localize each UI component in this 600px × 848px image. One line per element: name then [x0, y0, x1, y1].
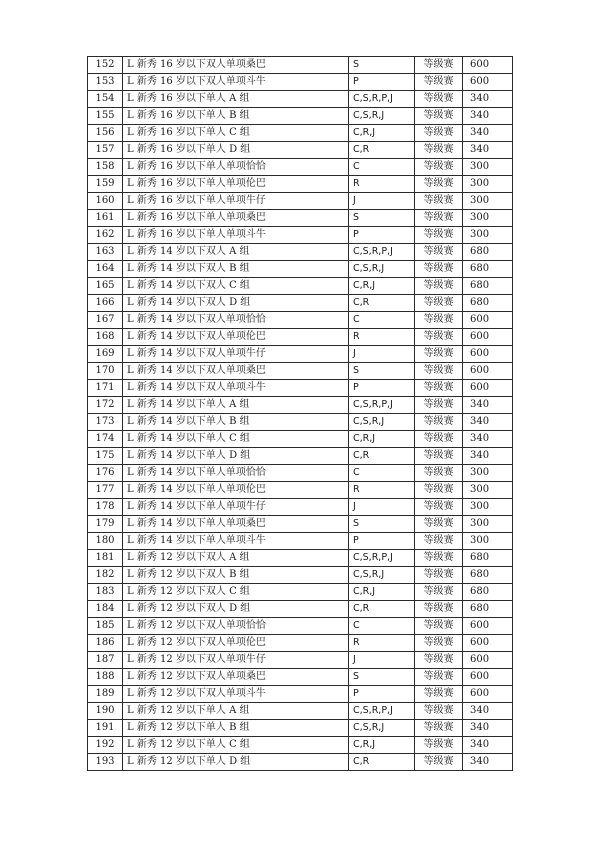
table-row: [88, 584, 513, 601]
table-row: [88, 193, 513, 210]
event-number-cell: 181: [88, 550, 123, 567]
event-name-cell: L 新秀 14 岁以下单人单项斗牛: [123, 533, 349, 550]
event-number-cell: 173: [88, 414, 123, 431]
event-number-cell: 177: [88, 482, 123, 499]
table-row: [88, 142, 513, 159]
dance-codes-cell: C,S,R,P,J: [349, 703, 415, 720]
dance-codes-cell: C,S,R,P,J: [349, 244, 415, 261]
dance-codes-cell: P: [349, 227, 415, 244]
entry-fee-cell: 340: [463, 754, 513, 771]
event-name-cell: L 新秀 14 岁以下单人单项伦巴: [123, 482, 349, 499]
entry-fee-cell: 340: [463, 125, 513, 142]
entry-fee-cell: 340: [463, 397, 513, 414]
event-number-cell: 164: [88, 261, 123, 278]
event-number-cell: 160: [88, 193, 123, 210]
table-row: [88, 686, 513, 703]
table-row: [88, 227, 513, 244]
dance-codes-cell: C: [349, 312, 415, 329]
entry-fee-cell: 300: [463, 516, 513, 533]
event-level-cell: 等级赛: [415, 618, 463, 635]
event-number-cell: 193: [88, 754, 123, 771]
dance-codes-cell: S: [349, 57, 415, 74]
event-number-cell: 166: [88, 295, 123, 312]
event-level-cell: 等级赛: [415, 652, 463, 669]
event-name-cell: L 新秀 14 岁以下双人单项牛仔: [123, 346, 349, 363]
event-level-cell: 等级赛: [415, 142, 463, 159]
event-level-cell: 等级赛: [415, 91, 463, 108]
entry-fee-cell: 600: [463, 74, 513, 91]
event-number-cell: 156: [88, 125, 123, 142]
dance-codes-cell: C,R,J: [349, 737, 415, 754]
event-number-cell: 161: [88, 210, 123, 227]
event-level-cell: 等级赛: [415, 210, 463, 227]
entry-fee-cell: 600: [463, 686, 513, 703]
event-level-cell: 等级赛: [415, 431, 463, 448]
event-level-cell: 等级赛: [415, 363, 463, 380]
event-name-cell: L 新秀 14 岁以下单人单项桑巴: [123, 516, 349, 533]
event-name-cell: L 新秀 14 岁以下单人 C 组: [123, 431, 349, 448]
event-level-cell: 等级赛: [415, 397, 463, 414]
table-row: [88, 601, 513, 618]
dance-codes-cell: C,S,R,J: [349, 567, 415, 584]
event-number-cell: 163: [88, 244, 123, 261]
entry-fee-cell: 300: [463, 210, 513, 227]
table-row: [88, 499, 513, 516]
table-row: [88, 91, 513, 108]
table-row: [88, 57, 513, 74]
dance-codes-cell: C,S,R,J: [349, 414, 415, 431]
dance-codes-cell: C,R: [349, 754, 415, 771]
entry-fee-cell: 300: [463, 499, 513, 516]
event-level-cell: 等级赛: [415, 669, 463, 686]
event-name-cell: L 新秀 12 岁以下双人单项桑巴: [123, 669, 349, 686]
event-table-body: [88, 57, 513, 771]
dance-codes-cell: C,S,R,J: [349, 261, 415, 278]
event-name-cell: L 新秀 14 岁以下双人单项斗牛: [123, 380, 349, 397]
event-level-cell: 等级赛: [415, 329, 463, 346]
entry-fee-cell: 300: [463, 465, 513, 482]
entry-fee-cell: 680: [463, 584, 513, 601]
dance-codes-cell: J: [349, 193, 415, 210]
event-level-cell: 等级赛: [415, 550, 463, 567]
event-level-cell: 等级赛: [415, 567, 463, 584]
dance-codes-cell: S: [349, 363, 415, 380]
event-number-cell: 174: [88, 431, 123, 448]
entry-fee-cell: 340: [463, 414, 513, 431]
entry-fee-cell: 340: [463, 431, 513, 448]
event-name-cell: L 新秀 16 岁以下单人单项斗牛: [123, 227, 349, 244]
entry-fee-cell: 600: [463, 652, 513, 669]
table-row: [88, 533, 513, 550]
dance-codes-cell: C,R: [349, 601, 415, 618]
entry-fee-cell: 600: [463, 346, 513, 363]
event-number-cell: 188: [88, 669, 123, 686]
dance-codes-cell: P: [349, 380, 415, 397]
event-number-cell: 170: [88, 363, 123, 380]
event-name-cell: L 新秀 16 岁以下单人 C 组: [123, 125, 349, 142]
table-row: [88, 618, 513, 635]
event-number-cell: 184: [88, 601, 123, 618]
entry-fee-cell: 300: [463, 159, 513, 176]
dance-codes-cell: S: [349, 210, 415, 227]
event-level-cell: 等级赛: [415, 346, 463, 363]
event-number-cell: 183: [88, 584, 123, 601]
event-level-cell: 等级赛: [415, 380, 463, 397]
event-level-cell: 等级赛: [415, 159, 463, 176]
event-name-cell: L 新秀 14 岁以下双人单项恰恰: [123, 312, 349, 329]
entry-fee-cell: 680: [463, 278, 513, 295]
event-name-cell: L 新秀 16 岁以下单人单项伦巴: [123, 176, 349, 193]
event-name-cell: L 新秀 14 岁以下双人 B 组: [123, 261, 349, 278]
entry-fee-cell: 340: [463, 91, 513, 108]
event-number-cell: 186: [88, 635, 123, 652]
dance-codes-cell: R: [349, 176, 415, 193]
table-row: [88, 312, 513, 329]
table-row: [88, 414, 513, 431]
event-level-cell: 等级赛: [415, 448, 463, 465]
event-level-cell: 等级赛: [415, 499, 463, 516]
event-number-cell: 154: [88, 91, 123, 108]
event-level-cell: 等级赛: [415, 754, 463, 771]
event-name-cell: L 新秀 16 岁以下单人单项牛仔: [123, 193, 349, 210]
entry-fee-cell: 300: [463, 176, 513, 193]
event-level-cell: 等级赛: [415, 465, 463, 482]
table-row: [88, 635, 513, 652]
dance-codes-cell: R: [349, 329, 415, 346]
event-name-cell: L 新秀 14 岁以下单人单项恰恰: [123, 465, 349, 482]
event-name-cell: L 新秀 16 岁以下单人 B 组: [123, 108, 349, 125]
entry-fee-cell: 600: [463, 329, 513, 346]
event-name-cell: L 新秀 14 岁以下双人 D 组: [123, 295, 349, 312]
table-row: [88, 703, 513, 720]
dance-codes-cell: P: [349, 686, 415, 703]
event-name-cell: L 新秀 12 岁以下双人单项斗牛: [123, 686, 349, 703]
event-name-cell: L 新秀 16 岁以下单人单项恰恰: [123, 159, 349, 176]
event-number-cell: 175: [88, 448, 123, 465]
table-row: [88, 108, 513, 125]
entry-fee-cell: 340: [463, 703, 513, 720]
table-row: [88, 244, 513, 261]
dance-codes-cell: P: [349, 533, 415, 550]
table-row: [88, 278, 513, 295]
dance-codes-cell: C,R: [349, 448, 415, 465]
table-row: [88, 74, 513, 91]
entry-fee-cell: 340: [463, 737, 513, 754]
entry-fee-cell: 680: [463, 244, 513, 261]
table-row: [88, 465, 513, 482]
event-level-cell: 等级赛: [415, 482, 463, 499]
event-level-cell: 等级赛: [415, 193, 463, 210]
event-number-cell: 189: [88, 686, 123, 703]
event-number-cell: 172: [88, 397, 123, 414]
event-name-cell: L 新秀 12 岁以下双人 A 组: [123, 550, 349, 567]
event-level-cell: 等级赛: [415, 244, 463, 261]
event-level-cell: 等级赛: [415, 295, 463, 312]
entry-fee-cell: 680: [463, 601, 513, 618]
event-number-cell: 157: [88, 142, 123, 159]
event-number-cell: 152: [88, 57, 123, 74]
event-name-cell: L 新秀 14 岁以下双人单项桑巴: [123, 363, 349, 380]
event-level-cell: 等级赛: [415, 227, 463, 244]
table-row: [88, 363, 513, 380]
event-name-cell: L 新秀 14 岁以下单人单项牛仔: [123, 499, 349, 516]
event-level-cell: 等级赛: [415, 686, 463, 703]
table-row: [88, 754, 513, 771]
event-number-cell: 165: [88, 278, 123, 295]
table-row: [88, 380, 513, 397]
event-number-cell: 185: [88, 618, 123, 635]
event-level-cell: 等级赛: [415, 176, 463, 193]
event-level-cell: 等级赛: [415, 261, 463, 278]
dance-codes-cell: J: [349, 652, 415, 669]
dance-codes-cell: C,R,J: [349, 278, 415, 295]
table-row: [88, 125, 513, 142]
event-name-cell: L 新秀 12 岁以下单人 D 组: [123, 754, 349, 771]
table-row: [88, 737, 513, 754]
event-name-cell: L 新秀 14 岁以下双人单项伦巴: [123, 329, 349, 346]
event-level-cell: 等级赛: [415, 703, 463, 720]
event-number-cell: 168: [88, 329, 123, 346]
entry-fee-cell: 600: [463, 57, 513, 74]
event-level-cell: 等级赛: [415, 108, 463, 125]
event-level-cell: 等级赛: [415, 516, 463, 533]
event-number-cell: 190: [88, 703, 123, 720]
entry-fee-cell: 340: [463, 142, 513, 159]
event-number-cell: 192: [88, 737, 123, 754]
entry-fee-cell: 340: [463, 108, 513, 125]
dance-codes-cell: C,S,R,P,J: [349, 550, 415, 567]
entry-fee-cell: 300: [463, 227, 513, 244]
event-name-cell: L 新秀 16 岁以下双人单项斗牛: [123, 74, 349, 91]
dance-codes-cell: R: [349, 482, 415, 499]
event-number-cell: 159: [88, 176, 123, 193]
dance-codes-cell: C: [349, 465, 415, 482]
event-number-cell: 153: [88, 74, 123, 91]
event-name-cell: L 新秀 12 岁以下单人 B 组: [123, 720, 349, 737]
event-number-cell: 180: [88, 533, 123, 550]
dance-codes-cell: S: [349, 669, 415, 686]
dance-codes-cell: C,R,J: [349, 584, 415, 601]
dance-codes-cell: J: [349, 499, 415, 516]
table-row: [88, 329, 513, 346]
event-level-cell: 等级赛: [415, 720, 463, 737]
event-name-cell: L 新秀 16 岁以下单人单项桑巴: [123, 210, 349, 227]
event-name-cell: L 新秀 12 岁以下单人 A 组: [123, 703, 349, 720]
event-name-cell: L 新秀 12 岁以下双人 D 组: [123, 601, 349, 618]
table-row: [88, 448, 513, 465]
event-level-cell: 等级赛: [415, 125, 463, 142]
entry-fee-cell: 340: [463, 448, 513, 465]
table-row: [88, 346, 513, 363]
table-row: [88, 261, 513, 278]
table-row: [88, 567, 513, 584]
event-name-cell: L 新秀 12 岁以下单人 C 组: [123, 737, 349, 754]
dance-codes-cell: C,R: [349, 142, 415, 159]
table-row: [88, 550, 513, 567]
event-number-cell: 158: [88, 159, 123, 176]
table-row: [88, 397, 513, 414]
entry-fee-cell: 300: [463, 533, 513, 550]
event-name-cell: L 新秀 14 岁以下单人 B 组: [123, 414, 349, 431]
entry-fee-cell: 300: [463, 193, 513, 210]
entry-fee-cell: 340: [463, 720, 513, 737]
event-number-cell: 169: [88, 346, 123, 363]
event-level-cell: 等级赛: [415, 737, 463, 754]
event-number-cell: 179: [88, 516, 123, 533]
dance-codes-cell: S: [349, 516, 415, 533]
event-level-cell: 等级赛: [415, 312, 463, 329]
table-row: [88, 669, 513, 686]
event-number-cell: 171: [88, 380, 123, 397]
event-number-cell: 187: [88, 652, 123, 669]
dance-codes-cell: C,S,R,J: [349, 108, 415, 125]
entry-fee-cell: 600: [463, 312, 513, 329]
dance-codes-cell: C,R: [349, 295, 415, 312]
table-row: [88, 176, 513, 193]
event-name-cell: L 新秀 12 岁以下双人单项恰恰: [123, 618, 349, 635]
table-row: [88, 482, 513, 499]
event-number-cell: 162: [88, 227, 123, 244]
dance-codes-cell: R: [349, 635, 415, 652]
entry-fee-cell: 680: [463, 567, 513, 584]
event-number-cell: 155: [88, 108, 123, 125]
entry-fee-cell: 600: [463, 363, 513, 380]
event-table: [87, 56, 513, 771]
entry-fee-cell: 600: [463, 669, 513, 686]
event-name-cell: L 新秀 14 岁以下双人 C 组: [123, 278, 349, 295]
dance-codes-cell: C,R,J: [349, 431, 415, 448]
event-level-cell: 等级赛: [415, 414, 463, 431]
table-row: [88, 431, 513, 448]
event-level-cell: 等级赛: [415, 57, 463, 74]
event-level-cell: 等级赛: [415, 584, 463, 601]
table-row: [88, 516, 513, 533]
dance-codes-cell: C,S,R,P,J: [349, 397, 415, 414]
event-number-cell: 182: [88, 567, 123, 584]
event-name-cell: L 新秀 12 岁以下双人 B 组: [123, 567, 349, 584]
table-row: [88, 652, 513, 669]
entry-fee-cell: 600: [463, 618, 513, 635]
event-name-cell: L 新秀 14 岁以下双人 A 组: [123, 244, 349, 261]
event-name-cell: L 新秀 16 岁以下单人 D 组: [123, 142, 349, 159]
entry-fee-cell: 680: [463, 295, 513, 312]
event-level-cell: 等级赛: [415, 74, 463, 91]
event-level-cell: 等级赛: [415, 533, 463, 550]
entry-fee-cell: 680: [463, 550, 513, 567]
dance-codes-cell: J: [349, 346, 415, 363]
dance-codes-cell: C: [349, 159, 415, 176]
entry-fee-cell: 680: [463, 261, 513, 278]
event-name-cell: L 新秀 12 岁以下双人单项牛仔: [123, 652, 349, 669]
event-number-cell: 178: [88, 499, 123, 516]
event-level-cell: 等级赛: [415, 601, 463, 618]
event-name-cell: L 新秀 12 岁以下双人 C 组: [123, 584, 349, 601]
event-name-cell: L 新秀 14 岁以下单人 A 组: [123, 397, 349, 414]
dance-codes-cell: C,R,J: [349, 125, 415, 142]
event-name-cell: L 新秀 14 岁以下单人 D 组: [123, 448, 349, 465]
entry-fee-cell: 600: [463, 635, 513, 652]
entry-fee-cell: 600: [463, 380, 513, 397]
event-number-cell: 167: [88, 312, 123, 329]
entry-fee-cell: 300: [463, 482, 513, 499]
event-name-cell: L 新秀 16 岁以下双人单项桑巴: [123, 57, 349, 74]
dance-codes-cell: C: [349, 618, 415, 635]
table-row: [88, 295, 513, 312]
table-row: [88, 720, 513, 737]
event-name-cell: L 新秀 12 岁以下双人单项伦巴: [123, 635, 349, 652]
dance-codes-cell: C,S,R,J: [349, 720, 415, 737]
event-number-cell: 176: [88, 465, 123, 482]
table-row: [88, 210, 513, 227]
event-name-cell: L 新秀 16 岁以下单人 A 组: [123, 91, 349, 108]
dance-codes-cell: C,S,R,P,J: [349, 91, 415, 108]
event-number-cell: 191: [88, 720, 123, 737]
event-level-cell: 等级赛: [415, 278, 463, 295]
dance-codes-cell: P: [349, 74, 415, 91]
event-level-cell: 等级赛: [415, 635, 463, 652]
table-row: [88, 159, 513, 176]
